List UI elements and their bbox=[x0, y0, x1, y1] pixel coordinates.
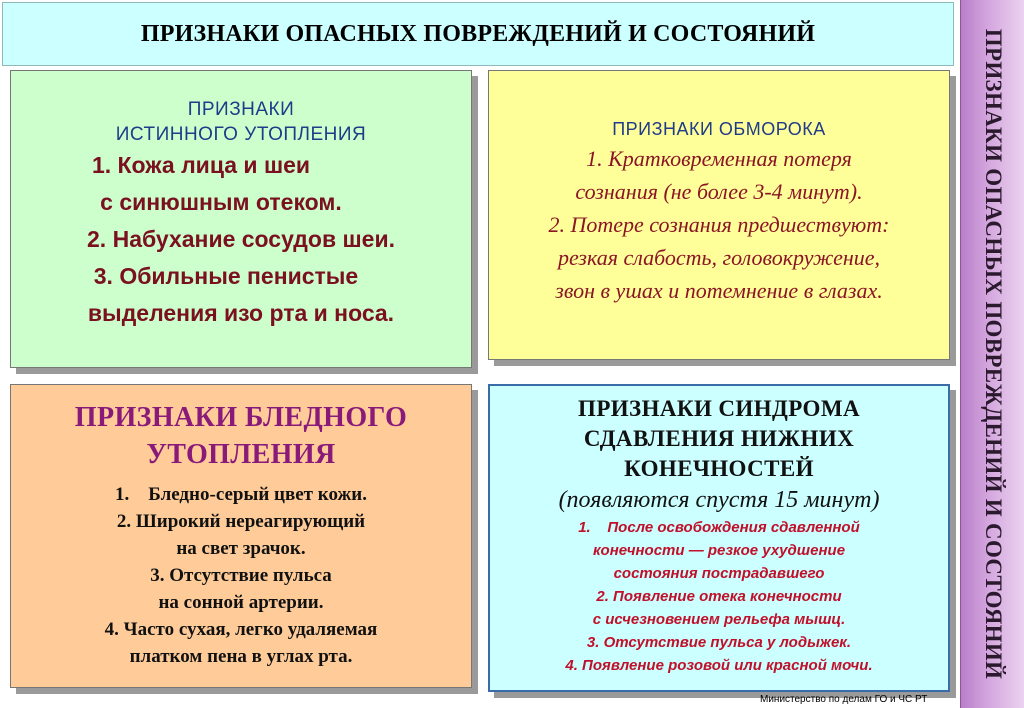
true-drowning-item: с синюшным отеком. bbox=[100, 189, 342, 215]
true-drowning-item: 1. Кожа лица и шеи bbox=[91, 152, 311, 178]
crush-syndrome-heading-line: СДАВЛЕНИЯ НИЖНИХ bbox=[583, 426, 855, 451]
true-drowning-heading-line: ПРИЗНАКИ bbox=[187, 99, 295, 120]
crush-syndrome-panel bbox=[488, 384, 950, 692]
crush-syndrome-item: с исчезновением рельефа мышц. bbox=[592, 611, 846, 628]
crush-syndrome-item: 4. Появление розовой или красной мочи. bbox=[565, 657, 873, 674]
pale-drowning-item: 2. Широкий нереагирующий bbox=[116, 511, 366, 532]
pale-drowning-item: на свет зрачок. bbox=[176, 538, 306, 559]
fainting-heading: ПРИЗНАКИ ОБМОРОКА bbox=[612, 119, 826, 139]
crush-syndrome-item: 2. Появление отека конечности bbox=[596, 588, 842, 605]
page-title: ПРИЗНАКИ ОПАСНЫХ ПОВРЕЖДЕНИЙ И СОСТОЯНИЙ bbox=[140, 20, 816, 47]
true-drowning-heading-line: ИСТИННОГО УТОПЛЕНИЯ bbox=[115, 124, 367, 145]
pale-drowning-item: 3. Отсутствие пульса bbox=[150, 565, 332, 586]
fainting-item: сознания (не более 3-4 минут). bbox=[575, 179, 863, 204]
pale-drowning-item: 1. Бледно-серый цвет кожи. bbox=[115, 484, 367, 505]
fainting-panel bbox=[488, 70, 950, 360]
true-drowning-item: 2. Набухание сосудов шеи. bbox=[87, 226, 395, 252]
fainting-item: резкая слабость, головокружение, bbox=[557, 245, 881, 270]
crush-syndrome-item: 1. После освобождения сдавленной bbox=[578, 519, 860, 536]
fainting-item: звон в ушах и потемнение в глазах. bbox=[555, 278, 883, 303]
fainting-item: 2. Потере сознания предшествуют: bbox=[548, 212, 890, 237]
true-drowning-item: 3. Обильные пенистые bbox=[93, 263, 359, 289]
pale-drowning-heading-line: ПРИЗНАКИ БЛЕДНОГО bbox=[74, 402, 408, 433]
pale-drowning-item: платком пена в углах рта. bbox=[129, 646, 353, 667]
pale-drowning-heading-line: УТОПЛЕНИЯ bbox=[146, 439, 336, 470]
fainting-item: 1. Кратковременная потеря bbox=[586, 146, 852, 171]
crush-syndrome-item: 3. Отсутствие пульса у лодыжек. bbox=[586, 634, 852, 651]
footer-credit: Министерство по делам ГО и ЧС РТ bbox=[760, 694, 928, 705]
true-drowning-item: выделения изо рта и носа. bbox=[87, 300, 395, 326]
crush-syndrome-item: конечности — резкое ухудшение bbox=[592, 542, 846, 559]
pale-drowning-panel bbox=[10, 384, 472, 688]
side-title-strip bbox=[960, 0, 1024, 708]
pale-drowning-item: 4. Часто сухая, легко удаляемая bbox=[104, 619, 378, 640]
crush-syndrome-heading-line: КОНЕЧНОСТЕЙ bbox=[624, 456, 814, 481]
title-bar bbox=[2, 2, 954, 66]
pale-drowning-item: на сонной артерии. bbox=[158, 592, 324, 613]
crush-syndrome-subheading: (появляются спустя 15 минут) bbox=[558, 487, 880, 513]
crush-syndrome-item: состояния пострадавшего bbox=[613, 565, 825, 582]
crush-syndrome-heading-line: ПРИЗНАКИ СИНДРОМА bbox=[578, 396, 860, 421]
side-title: ПРИЗНАКИ ОПАСНЫХ ПОВРЕЖДЕНИЙ И СОСТОЯНИЙ bbox=[981, 28, 1006, 680]
true-drowning-panel bbox=[10, 70, 472, 368]
